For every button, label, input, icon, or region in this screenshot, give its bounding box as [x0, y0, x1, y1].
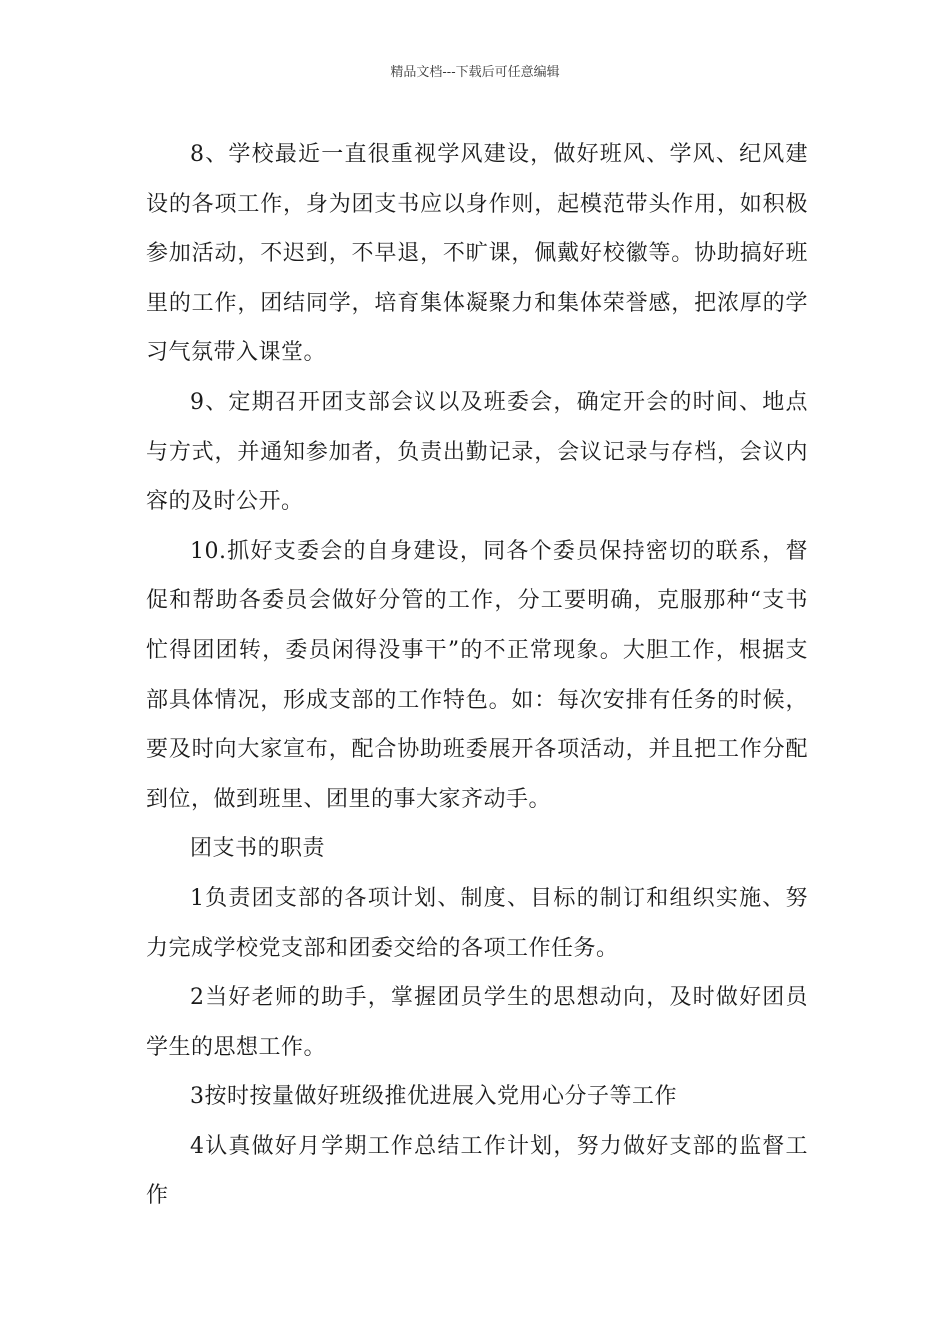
duty-item-2: 2当好老师的助手，掌握团员学生的思想动向，及时做好团员学生的思想工作。 — [146, 985, 808, 1060]
document-body — [146, 130, 808, 1221]
duty-item-3: 3按时按量做好班级推优进展入党用心分子等工作 — [190, 1084, 677, 1110]
page-header: 精品文档---下载后可任意编辑 — [390, 65, 560, 80]
duty-item-4: 4认真做好月学期工作总结工作计划，努力做好支部的监督工作 — [146, 1133, 808, 1209]
paragraph-8: 8、学校最近一直很重视学风建设，做好班风、学风、纪风建设的各项工作，身为团支书应以身作则，起模范带头作用，如积极参加活动，不迟到，不早退，不旷课，佩戴好校徽等。协助搞好班里的工作，团结同学，培育集体凝聚力和集体荣誉感，把浓厚的学习气氛带入课堂。 — [146, 142, 808, 366]
paragraph-9: 9、定期召开团支部会议以及班委会，确定开会的时间、地点与方式，并通知参加者，负责出勤记录，会议记录与存档，会议内容的及时公开。 — [146, 389, 808, 515]
duty-item-1: 1负责团支部的各项计划、制度、目标的制订和组织实施、努力完成学校党支部和团委交给的各项工作任务。 — [146, 885, 808, 961]
section-heading: 团支书的职责 — [190, 836, 326, 862]
paragraph-10: 10.抓好支委会的自身建设，同各个委员保持密切的联系，督促和帮助各委员会做好分管的工作，分工要明确，克服那种“支书忙得团团转，委员闲得没事干”的不正常现象。大胆工作，根据支部具体情况，形成支部的工作特色。如：每次安排有任务的时候，要及时向大家宣布，配合协助班委展开各项活动，并且把工作分配到位，做到班里、团里的事大家齐动手。 — [146, 538, 808, 812]
